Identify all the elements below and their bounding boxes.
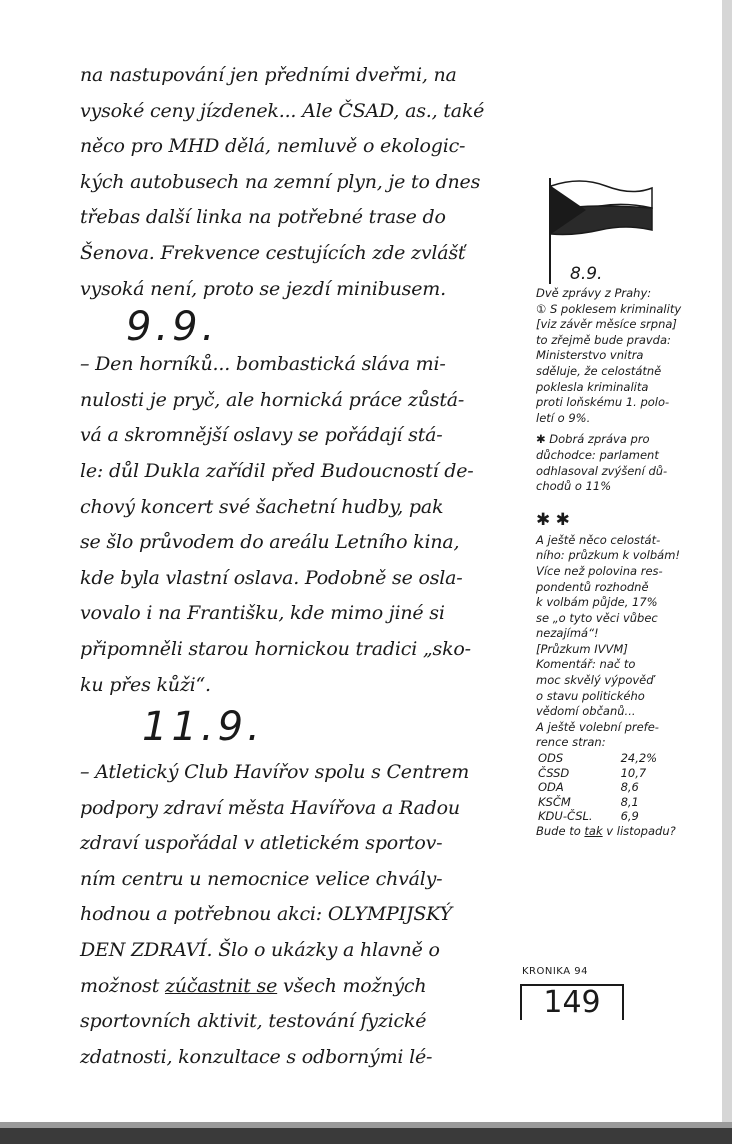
chronicle-signature: KRONIKA 94 xyxy=(522,966,588,977)
main-text-column xyxy=(80,58,520,1075)
text-line: podpory zdraví města Havířova a Radou xyxy=(80,796,460,819)
side-date-8-9: 8.9. xyxy=(570,264,603,284)
underlined-word: tak xyxy=(584,823,603,838)
text-line: – Den horníků... bombastická sláva mi- xyxy=(80,353,446,376)
note-line: ✱ Dobrá zpráva pro xyxy=(536,432,650,447)
binding-edge xyxy=(0,1128,732,1144)
party-value: 24,2% xyxy=(620,751,658,766)
note-line: [viz závěr měsíce srpna] xyxy=(536,317,677,332)
party-name: ODS xyxy=(538,751,564,766)
text-line: připomněli starou hornickou tradici „sko- xyxy=(80,637,471,660)
text-line: vovalo i na Františku, kde mimo jiné si xyxy=(80,602,445,625)
party-name: KSČM xyxy=(538,794,571,809)
table-row xyxy=(538,809,663,824)
text-line: se šlo průvodem do areálu Letního kina, xyxy=(80,531,460,554)
note-line: důchodce: parlament xyxy=(536,447,659,462)
text-fragment: možnost xyxy=(80,974,165,997)
text-line: ku přes kůži“. xyxy=(80,673,211,696)
text-fragment: v listopadu? xyxy=(602,823,676,838)
note-line: proti loňskému 1. polo- xyxy=(536,395,670,410)
table-row xyxy=(538,795,663,810)
note-line: chodů o 11% xyxy=(536,479,612,494)
text-line: kých autobusech na zemní plyn, je to dnes xyxy=(80,170,481,193)
party-preferences-table xyxy=(538,751,663,824)
note-line: letí o 9%. xyxy=(536,410,591,425)
party-value: 6,9 xyxy=(620,809,639,824)
text-fragment: Bude to xyxy=(536,823,585,838)
party-value: 10,7 xyxy=(620,765,647,780)
text-line: třebas další linka na potřebné trase do xyxy=(80,206,446,229)
party-value: 8,1 xyxy=(620,794,639,809)
text-line: vysoká není, proto se jezdí minibusem. xyxy=(80,277,446,300)
text-line: chový koncert své šachetní hudby, pak xyxy=(80,495,444,518)
table-row xyxy=(538,766,663,781)
table-row xyxy=(538,751,663,766)
table-row xyxy=(538,780,663,795)
party-value: 8,6 xyxy=(620,780,639,795)
text-line: nulosti je pryč, ale hornická práce zůstá- xyxy=(80,388,465,411)
entry-date-11-9: 11.9. xyxy=(142,704,264,751)
page-number: 149 xyxy=(520,984,624,1020)
text-line: le: důl Dukla zařídil před Budoucností de- xyxy=(80,459,474,482)
text-line-underlined xyxy=(80,969,520,1005)
note-line: Více než polovina res- xyxy=(536,563,663,578)
text-line: hodnou a potřebnou akci: OLYMPIJSKÝ xyxy=(80,903,452,926)
text-line: sportovních aktivit, testování fyzické xyxy=(80,1010,427,1033)
note-line: vědomí občanů... xyxy=(536,704,636,719)
underlined-phrase: zúčastnit se xyxy=(164,974,278,997)
note-line: poklesla kriminalita xyxy=(536,379,649,394)
text-line: DEN ZDRAVÍ. Šlo o ukázky a hlavně o xyxy=(80,939,440,962)
note-line: sděluje, že celostátně xyxy=(536,363,662,378)
note-line: Komentář: nač to xyxy=(536,657,636,672)
note-line: [Průzkum IVVM] xyxy=(536,641,628,656)
note-line: odhlasoval zvýšení dů- xyxy=(536,463,668,478)
side-notes xyxy=(536,262,732,839)
text-line: něco pro MHD dělá, nemluvě o ekologic- xyxy=(80,135,466,158)
note-line: moc skvělý výpověď xyxy=(536,673,654,688)
text-line: kde byla vlastní oslava. Podobně se osla- xyxy=(80,566,463,589)
note-line: k volbám půjde, 17% xyxy=(536,595,658,610)
text-line: zdatnosti, konzultace s odbornými lé- xyxy=(80,1045,433,1068)
text-line: na nastupování jen předními dveřmi, na xyxy=(80,64,457,86)
text-line: Šenova. Frekvence cestujících zde zvlášť xyxy=(80,241,466,264)
note-line: rence stran: xyxy=(536,735,606,750)
page-edge-shadow xyxy=(722,0,732,1144)
text-fragment: všech možných xyxy=(277,974,427,997)
note-line: pondentů rozhodně xyxy=(536,579,649,594)
text-line: vysoké ceny jízdenek... Ale ČSAD, as., také xyxy=(80,99,485,122)
entry-date-9-9: 9.9. xyxy=(126,304,219,351)
party-name: ODA xyxy=(538,780,564,795)
note-line: ního: průzkum k volbám! xyxy=(536,548,681,563)
note-line-closing xyxy=(536,824,732,840)
text-line: – Atletický Club Havířov spolu s Centrem xyxy=(80,761,470,784)
note-line: A ještě něco celostát- xyxy=(536,532,661,547)
note-line: nezajímá“! xyxy=(536,626,599,641)
note-line: o stavu politického xyxy=(536,688,645,703)
note-line: to zřejmě bude pravda: xyxy=(536,332,671,347)
note-line: A ještě volební prefe- xyxy=(536,719,659,734)
text-line: ním centru u nemocnice velice chvály- xyxy=(80,867,443,890)
text-line: vá a skromnější oslavy se pořádají stá- xyxy=(80,424,443,447)
note-line: Dvě zprávy z Prahy: xyxy=(536,286,652,300)
text-line: zdraví uspořádal v atletickém sportov- xyxy=(80,832,443,855)
note-line: se „o tyto věci vůbec xyxy=(536,610,658,625)
asterisk-icon: ✱ ✱ xyxy=(536,509,570,530)
party-name: ČSSD xyxy=(538,765,570,780)
party-name: KDU-ČSL. xyxy=(538,809,593,824)
note-line: Ministerstvo vnitra xyxy=(536,348,644,363)
note-line: ① S poklesem kriminality xyxy=(536,301,682,316)
